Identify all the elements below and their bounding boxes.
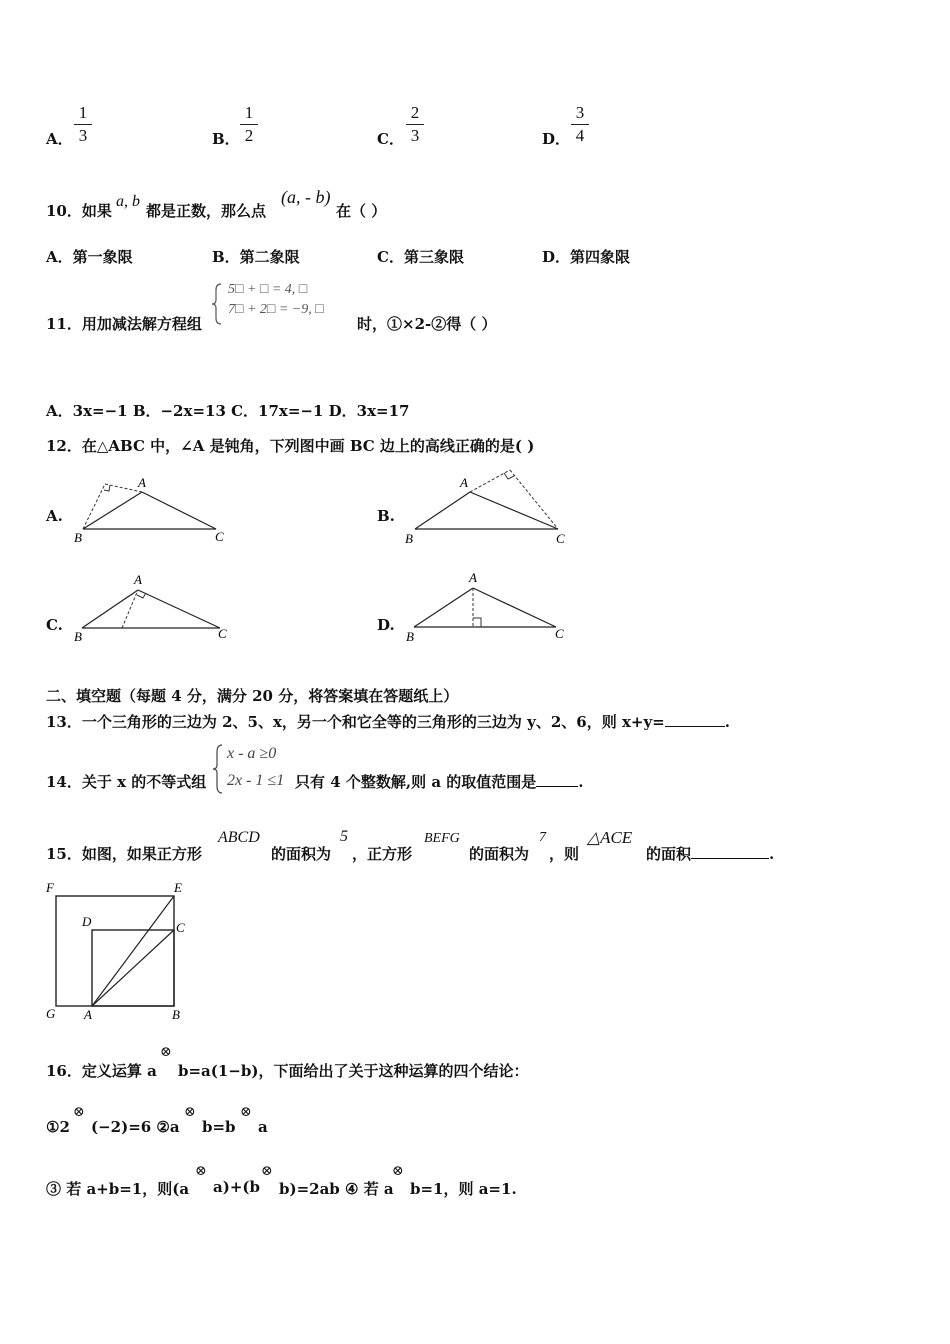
q14-prefix: 14．关于 x 的不等式组: [46, 773, 207, 791]
q10-option-b: B．第二象限: [212, 248, 300, 266]
otimes-icon: ⊗: [73, 1104, 85, 1120]
q12-stem: 12．在△ABC 中，∠A 是钝角，下列图中画 BC 边上的高线正确的是( ): [46, 437, 535, 455]
q15-area-2: 7: [539, 830, 546, 845]
point-f-label: F: [46, 880, 54, 895]
q10-prefix: 10．如果: [46, 202, 112, 220]
otimes-icon: ⊗: [240, 1104, 252, 1120]
q9-option-b-fraction: [240, 103, 258, 146]
q16-stem-post: b=a(1−b)，下面给出了关于这种运算的四个结论：: [178, 1062, 529, 1080]
fraction-numerator: 1: [78, 103, 88, 122]
q13-text: 13．一个三角形的三边为 2、5、x，另一个和它全等的三角形的三边为 y、2、6，则 x+y=: [46, 713, 665, 731]
q9-option-c-fraction: [406, 103, 424, 146]
point-b-label: B: [74, 530, 82, 545]
question-13: [46, 711, 730, 732]
q14-end: .: [578, 773, 584, 791]
q10-middle: 都是正数，那么点: [146, 202, 267, 220]
fraction-denominator: 2: [244, 126, 254, 145]
q10-vars: a, b: [116, 193, 140, 210]
q11-equation-2: 7□ + 2□ = −9, □: [228, 302, 324, 317]
q9-option-d-fraction: [571, 103, 589, 146]
point-b-label: B: [172, 1007, 180, 1022]
q15-part-5: ，则: [549, 845, 580, 863]
brace-icon: [212, 743, 224, 795]
q9-option-c-label: C．: [377, 130, 404, 148]
q9-option-b-label: B．: [212, 130, 240, 148]
q16-conclusion-3-pre: ③ 若 a+b=1，则(a: [46, 1180, 190, 1198]
point-d-label: D: [82, 914, 92, 929]
q9-option-a-fraction: [74, 103, 92, 146]
answer-blank: [536, 786, 578, 787]
q9-option-a-label: A．: [46, 130, 73, 148]
q12-figure-d: [400, 568, 575, 648]
q12-option-d-label: D.: [377, 616, 395, 634]
q15-square-2: BEFG: [424, 831, 460, 846]
q9-option-d-label: D．: [542, 130, 571, 148]
q13-end: .: [724, 713, 730, 731]
q15-part-1: 15．如图，如果正方形: [46, 845, 202, 863]
q16-conclusion-2-end: a: [258, 1118, 268, 1136]
q11-prefix: 11．用加减法解方程组: [46, 315, 202, 333]
q15-part-3: ，正方形: [352, 845, 413, 863]
point-a-label: A: [138, 475, 146, 490]
q15-square-1: ABCD: [218, 829, 260, 846]
point-g-label: G: [46, 1006, 56, 1021]
point-b-label: B: [405, 531, 413, 546]
q16-conclusion-1-post: (−2)=6 ②a: [91, 1118, 180, 1136]
q10-option-a: A．第一象限: [46, 248, 133, 266]
point-c-label: C: [215, 529, 224, 544]
answer-blank: [665, 726, 725, 727]
q12-figure-a: [70, 474, 240, 549]
q10-option-d: D．第四象限: [542, 248, 631, 266]
answer-blank: [691, 858, 769, 859]
otimes-icon: ⊗: [195, 1163, 207, 1179]
section-2-title: 二、填空题（每题 4 分，满分 20 分，将答案填在答题纸上）: [46, 687, 459, 705]
fraction-numerator: 2: [410, 103, 420, 122]
point-b-label: B: [74, 629, 82, 644]
q15-part-2: 的面积为: [271, 845, 332, 863]
q15-end: .: [769, 845, 775, 863]
q14-suffix: 只有 4 个整数解,则 a 的取值范围是: [295, 773, 537, 791]
q10-suffix: 在（ ）: [336, 202, 387, 220]
point-c-label: C: [555, 626, 564, 641]
fraction-numerator: 1: [244, 103, 254, 122]
q16-stem-pre: 16．定义运算 a: [46, 1062, 157, 1080]
point-e-label: E: [174, 880, 182, 895]
q16-conclusion-3-mid: a)+(b: [213, 1178, 260, 1196]
q14-inequality-1: x - a ≥0: [227, 745, 277, 762]
fraction-denominator: 3: [410, 126, 420, 145]
q12-option-b-label: B.: [377, 507, 395, 525]
q11-equation-1: 5□ + □ = 4, □: [228, 282, 308, 297]
q15-figure: [40, 878, 200, 1026]
otimes-icon: ⊗: [184, 1104, 196, 1120]
point-a-label: A: [469, 570, 477, 585]
otimes-icon: ⊗: [392, 1163, 404, 1179]
point-b-label: B: [406, 629, 414, 644]
point-a-label: A: [134, 572, 142, 587]
q15-triangle: △ACE: [587, 828, 633, 847]
point-c-label: C: [218, 626, 227, 641]
point-c-label: C: [176, 920, 185, 935]
q15-part-6: 的面积: [646, 845, 692, 863]
q12-figure-b: [400, 462, 580, 550]
brace-icon: [210, 282, 224, 326]
otimes-icon: ⊗: [261, 1163, 273, 1179]
q15-part-4: 的面积为: [469, 845, 530, 863]
q16-conclusion-3-post: b)=2ab ④ 若 a: [279, 1180, 394, 1198]
q15-area-1: 5: [340, 828, 348, 845]
q16-conclusion-2-mid: b=b: [202, 1118, 236, 1136]
q12-figure-c: [70, 572, 240, 647]
q12-option-c-label: C.: [46, 616, 63, 634]
point-c-label: C: [556, 531, 565, 546]
fraction-numerator: 3: [575, 103, 585, 122]
q16-conclusion-1-pre: ①2: [46, 1118, 70, 1136]
q10-point: (a, - b): [281, 187, 331, 207]
fraction-denominator: 3: [78, 126, 88, 145]
otimes-icon: ⊗: [160, 1044, 172, 1060]
q16-conclusion-4-post: b=1，则 a=1.: [410, 1180, 517, 1198]
point-a-label: A: [84, 1007, 92, 1022]
fraction-denominator: 4: [575, 126, 585, 145]
q12-option-a-label: A.: [46, 507, 63, 525]
q11-options: A．3x=−1 B．−2x=13 C．17x=−1 D．3x=17: [46, 402, 410, 420]
q11-suffix: 时，①×2-②得（ ）: [357, 315, 497, 333]
q10-option-c: C．第三象限: [377, 248, 464, 266]
q14-inequality-2: 2x - 1 ≤1: [227, 772, 285, 789]
point-a-label: A: [460, 475, 468, 490]
